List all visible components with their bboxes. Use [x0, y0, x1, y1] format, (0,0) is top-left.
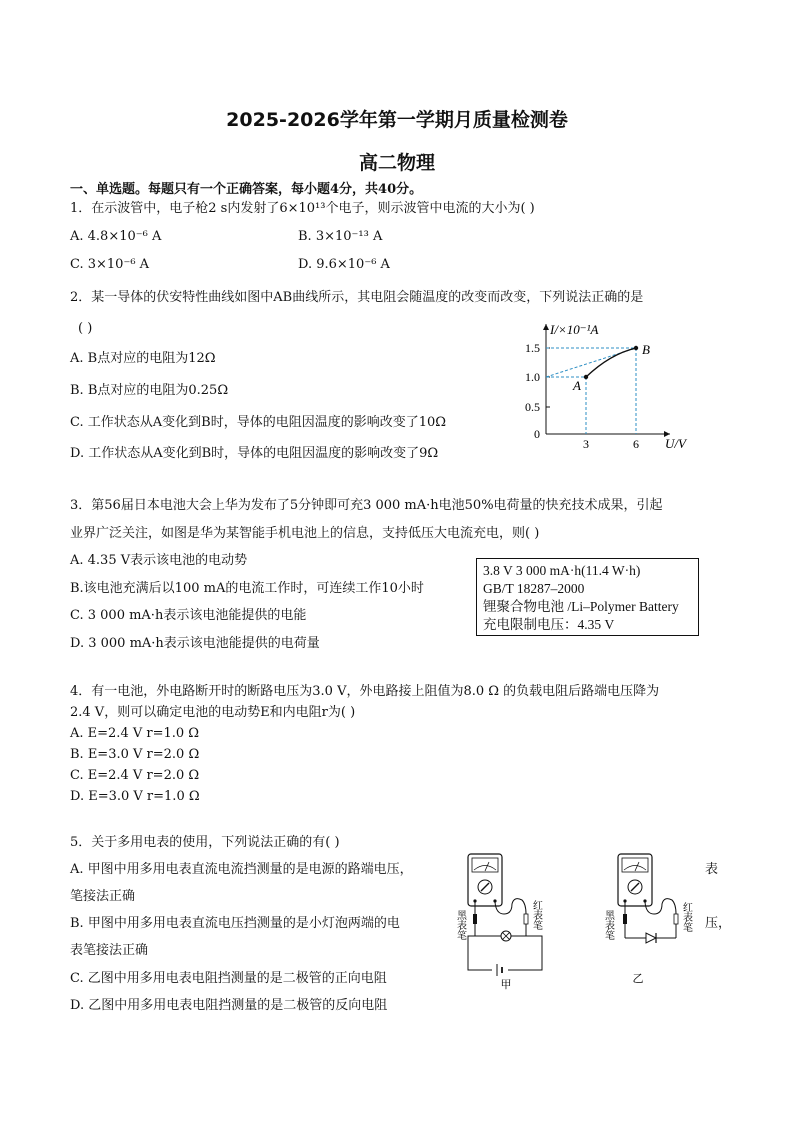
battery-info-line4: 充电限制电压：4.35 V	[483, 617, 615, 632]
diode-icon	[646, 933, 656, 943]
q2-option-c: C. 工作状态从A变化到B时，导体的电阻因温度的影响改变了10Ω	[70, 415, 447, 430]
q1-option-b: B. 3×10⁻¹³ A	[298, 229, 383, 244]
q5-option-a-part2: 表	[705, 862, 719, 877]
point-a	[584, 375, 588, 379]
q2-option-b: B. B点对应的电阻为0.25Ω	[70, 383, 229, 398]
figure-jia	[456, 852, 566, 990]
red-probe-icon	[674, 914, 678, 924]
black-probe-icon	[473, 914, 477, 924]
label-a: A	[573, 378, 581, 393]
section-heading: 一、单选题。每题只有一个正确答案，每小题4分，共40分。	[70, 182, 423, 197]
q4-option-b: B. E=3.0 V r=2.0 Ω	[70, 747, 200, 762]
y-axis-label: I/×10⁻¹A	[550, 322, 599, 337]
jia-red-probe-label: 红表笔	[530, 900, 542, 930]
q2-paren: ( )	[78, 321, 93, 336]
red-probe-icon	[524, 914, 528, 924]
q5-option-b-part2: 压，	[705, 916, 732, 931]
ab-curve	[586, 348, 636, 377]
y-tick-1-5: 1.5	[525, 341, 540, 355]
q5-option-c: C. 乙图中用多用电表电阻挡测量的是二极管的正向电阻	[70, 971, 387, 986]
jia-black-probe-label: 黑表笔	[454, 910, 466, 940]
q1-stem: 1．在示波管中，电子枪2 s内发射了6×10¹³个电子，则示波管中电流的大小为( )	[70, 201, 535, 216]
q2-option-a: A. B点对应的电阻为12Ω	[70, 351, 216, 366]
x-tick-6: 6	[633, 437, 639, 451]
q4-stem-line2: 2.4 V，则可以确定电池的电动势E和内电阻r为( )	[70, 705, 356, 720]
x-tick-3: 3	[583, 437, 589, 451]
q2-stem: 2．某一导体的伏安特性曲线如图中AB曲线所示，其电阻会随温度的改变而改变，下列说法正确的是	[70, 290, 644, 305]
q4-stem-line1: 4．有一电池，外电路断开时的断路电压为3.0 V，外电路接上阻值为8.0 Ω 的负载电阻后路端电压降为	[70, 684, 660, 699]
point-b	[634, 346, 638, 350]
battery-info-line1: 3.8 V 3 000 mA·h(11.4 W·h)	[483, 563, 641, 578]
figure-yi	[600, 852, 700, 990]
q3-option-d: D. 3 000 mA·h表示该电池能提供的电荷量	[70, 636, 320, 651]
label-b: B	[642, 342, 650, 357]
q5-option-a-part1: A. 甲图中用多用电表直流电流挡测量的是电源的路端电压，	[70, 862, 413, 877]
q5-option-a-line2: 笔接法正确	[70, 889, 136, 904]
q5-stem: 5．关于多用电表的使用，下列说法正确的有( )	[70, 835, 340, 850]
q1-option-c: C. 3×10⁻⁶ A	[70, 257, 150, 272]
y-tick-1-0: 1.0	[525, 370, 540, 384]
q4-option-c: C. E=2.4 V r=2.0 Ω	[70, 768, 200, 783]
yi-black-probe-label: 黑表笔	[602, 910, 614, 940]
y-tick-0-5: 0.5	[525, 400, 540, 414]
yi-caption: 乙	[632, 973, 644, 985]
battery-info-line3: 锂聚合物电池 /Li–Polymer Battery	[483, 599, 679, 614]
x-axis-label: U/V	[665, 436, 686, 451]
yi-red-probe-label: 红表笔	[680, 902, 692, 932]
battery-info-box	[476, 558, 699, 636]
q1-option-d: D. 9.6×10⁻⁶ A	[298, 257, 390, 272]
q1-option-a: A. 4.8×10⁻⁶ A	[70, 229, 162, 244]
black-probe-icon	[623, 914, 627, 924]
q3-option-a: A. 4.35 V表示该电池的电动势	[70, 553, 248, 568]
exam-title: 2025-2026学年第一学期月质量检测卷	[226, 109, 568, 131]
q5-option-b-line2: 表笔接法正确	[70, 943, 149, 958]
q4-option-d: D. E=3.0 V r=1.0 Ω	[70, 789, 200, 804]
jia-caption: 甲	[500, 979, 512, 991]
battery-info-line2: GB/T 18287–2000	[483, 581, 585, 596]
iv-curve-graph	[510, 314, 710, 454]
q3-stem-line2: 业界广泛关注，如图是华为某智能手机电池上的信息，支持低压大电流充电，则( )	[70, 526, 540, 541]
q5-option-b-part1: B. 甲图中用多用电表直流电压挡测量的是小灯泡两端的电	[70, 916, 400, 931]
y-tick-0: 0	[534, 427, 540, 441]
q4-option-a: A. E=2.4 V r=1.0 Ω	[70, 726, 200, 741]
q5-option-d: D. 乙图中用多用电表电阻挡测量的是二极管的反向电阻	[70, 998, 388, 1013]
q3-option-b: B.该电池充满后以100 mA的电流工作时，可连续工作10小时	[70, 581, 424, 596]
q3-stem-line1: 3．第56届日本电池大会上华为发布了5分钟即可充3 000 mA·h电池50%电荷量的快充技术成果，引起	[70, 498, 663, 513]
q2-option-d: D. 工作状态从A变化到B时，导体的电阻因温度的影响改变了9Ω	[70, 446, 439, 461]
subject-title: 高二物理	[358, 152, 435, 174]
q3-option-c: C. 3 000 mA·h表示该电池能提供的电能	[70, 608, 307, 623]
